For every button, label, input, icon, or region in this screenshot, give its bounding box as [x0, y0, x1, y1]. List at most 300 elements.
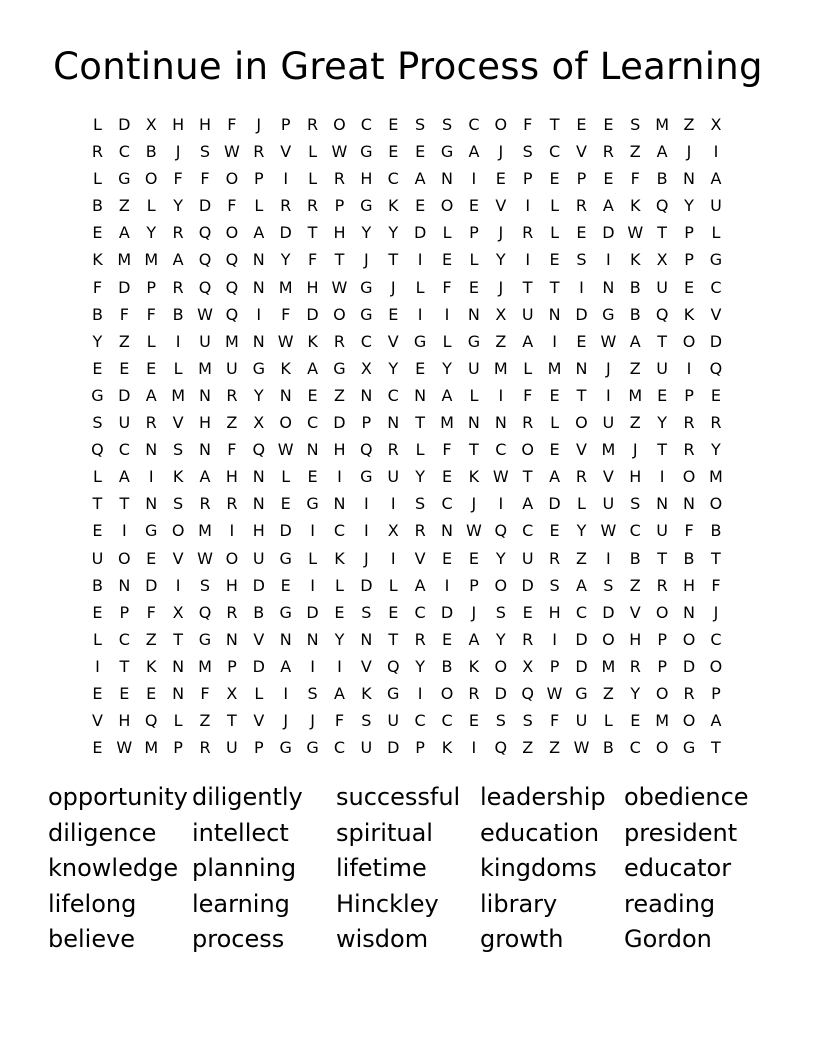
grid-letter[interactable]: E [92, 602, 103, 622]
grid-letter[interactable]: H [198, 413, 212, 433]
grid-letter[interactable]: C [629, 738, 641, 758]
grid-letter[interactable]: Y [630, 683, 641, 703]
grid-letter[interactable]: S [307, 683, 318, 703]
grid-letter[interactable]: E [280, 575, 291, 595]
grid-letter[interactable]: W [573, 738, 590, 758]
grid-letter[interactable]: G [575, 683, 588, 703]
grid-letter[interactable]: D [360, 575, 373, 595]
grid-letter[interactable]: L [550, 196, 560, 216]
grid-letter[interactable]: N [199, 385, 211, 405]
grid-letter[interactable]: E [468, 196, 479, 216]
grid-letter[interactable]: T [657, 440, 668, 460]
grid-letter[interactable]: A [522, 331, 534, 351]
grid-letter[interactable]: W [277, 440, 294, 460]
grid-letter[interactable]: I [417, 683, 423, 703]
grid-letter[interactable]: R [333, 169, 346, 189]
grid-letter[interactable]: W [197, 304, 213, 324]
grid-letter[interactable]: R [172, 277, 184, 297]
grid-letter[interactable]: P [469, 223, 479, 243]
grid-letter[interactable]: J [175, 142, 181, 162]
grid-letter[interactable]: V [280, 142, 292, 162]
grid-letter[interactable]: C [306, 413, 319, 433]
grid-letter[interactable]: D [333, 413, 346, 433]
grid-letter[interactable]: O [709, 494, 723, 514]
grid-letter[interactable]: E [576, 223, 587, 243]
grid-letter[interactable]: M [628, 385, 643, 405]
grid-letter[interactable]: F [146, 602, 156, 622]
grid-letter[interactable]: F [281, 304, 291, 324]
grid-letter[interactable]: Y [442, 358, 452, 378]
grid-letter[interactable]: S [522, 711, 533, 731]
grid-letter[interactable]: G [440, 142, 454, 162]
grid-letter[interactable]: G [279, 738, 292, 758]
grid-letter[interactable]: R [172, 223, 184, 243]
grid-letter[interactable]: D [145, 575, 158, 595]
grid-letter[interactable]: E [388, 304, 399, 324]
grid-letter[interactable]: Z [118, 331, 130, 351]
grid-letter[interactable]: N [467, 304, 480, 324]
grid-letter[interactable]: Q [198, 223, 212, 243]
grid-letter[interactable]: X [253, 413, 265, 433]
grid-letter[interactable]: L [92, 115, 102, 134]
grid-letter[interactable]: A [118, 467, 130, 487]
grid-letter[interactable]: L [254, 683, 264, 703]
grid-letter[interactable]: T [227, 711, 237, 731]
grid-letter[interactable]: W [546, 683, 563, 703]
grid-letter[interactable]: O [279, 413, 292, 433]
grid-letter[interactable]: I [659, 467, 665, 487]
grid-letter[interactable]: B [145, 142, 157, 162]
grid-letter[interactable]: T [388, 629, 399, 649]
grid-letter[interactable]: R [683, 683, 695, 703]
grid-letter[interactable]: F [200, 169, 210, 189]
grid-letter[interactable]: O [225, 223, 239, 243]
grid-letter[interactable]: M [144, 738, 159, 758]
grid-letter[interactable]: R [575, 467, 588, 487]
grid-letter[interactable]: G [360, 467, 373, 487]
grid-letter[interactable]: W [600, 331, 617, 351]
grid-letter[interactable]: C [629, 521, 641, 541]
grid-letter[interactable]: E [549, 521, 560, 541]
grid-letter[interactable]: H [198, 115, 212, 134]
grid-letter[interactable]: E [415, 358, 426, 378]
grid-letter[interactable]: P [549, 656, 560, 676]
grid-letter[interactable]: W [492, 467, 509, 487]
grid-letter[interactable]: S [199, 142, 211, 162]
grid-letter[interactable]: F [523, 385, 533, 405]
grid-letter[interactable]: A [710, 169, 722, 189]
grid-letter[interactable]: S [173, 440, 184, 460]
grid-letter[interactable]: I [95, 656, 100, 676]
grid-letter[interactable]: V [710, 304, 722, 324]
grid-letter[interactable]: I [363, 494, 369, 514]
grid-letter[interactable]: C [441, 494, 453, 514]
grid-letter[interactable]: U [360, 738, 373, 758]
grid-letter[interactable]: N [252, 277, 265, 297]
grid-letter[interactable]: G [279, 548, 292, 568]
grid-letter[interactable]: I [686, 358, 692, 378]
grid-letter[interactable]: R [522, 413, 534, 433]
grid-letter[interactable]: D [494, 683, 507, 703]
grid-letter[interactable]: F [307, 250, 318, 270]
grid-letter[interactable]: W [223, 142, 240, 162]
grid-letter[interactable]: E [146, 548, 157, 568]
grid-letter[interactable]: G [709, 250, 723, 270]
grid-letter[interactable]: P [173, 738, 183, 758]
grid-letter[interactable]: E [388, 602, 399, 622]
grid-letter[interactable]: P [684, 223, 694, 243]
grid-letter[interactable]: L [442, 331, 452, 351]
grid-letter[interactable]: Y [253, 385, 264, 405]
grid-letter[interactable]: I [606, 548, 611, 568]
grid-letter[interactable]: N [683, 494, 696, 514]
grid-letter[interactable]: L [173, 711, 183, 731]
grid-letter[interactable]: S [199, 575, 211, 595]
grid-letter[interactable]: E [710, 385, 721, 405]
grid-letter[interactable]: R [307, 115, 319, 134]
grid-letter[interactable]: P [684, 385, 694, 405]
grid-letter[interactable]: O [682, 711, 696, 731]
grid-letter[interactable]: B [656, 169, 668, 189]
grid-letter[interactable]: N [145, 440, 158, 460]
grid-letter[interactable]: N [387, 413, 400, 433]
grid-letter[interactable]: N [252, 250, 265, 270]
grid-letter[interactable]: X [226, 683, 238, 703]
grid-letter[interactable]: D [118, 385, 131, 405]
grid-letter[interactable]: C [360, 115, 372, 134]
grid-letter[interactable]: A [656, 142, 668, 162]
grid-letter[interactable]: D [279, 223, 292, 243]
grid-letter[interactable]: R [683, 413, 695, 433]
grid-letter[interactable]: R [683, 440, 695, 460]
grid-letter[interactable]: Z [629, 358, 641, 378]
grid-letter[interactable]: Y [576, 521, 587, 541]
grid-letter[interactable]: L [146, 196, 156, 216]
grid-letter[interactable]: Q [494, 521, 508, 541]
grid-letter[interactable]: U [521, 548, 534, 568]
grid-letter[interactable]: J [390, 277, 396, 297]
grid-letter[interactable]: L [254, 196, 264, 216]
grid-letter[interactable]: L [415, 277, 425, 297]
grid-letter[interactable]: D [118, 277, 131, 297]
grid-letter[interactable]: G [682, 738, 696, 758]
grid-letter[interactable]: J [471, 494, 477, 514]
grid-letter[interactable]: N [252, 467, 265, 487]
grid-letter[interactable]: A [576, 575, 587, 595]
grid-letter[interactable]: G [306, 494, 319, 514]
grid-letter[interactable]: Q [655, 304, 669, 324]
grid-letter[interactable]: P [415, 738, 425, 758]
grid-letter[interactable]: P [334, 196, 345, 216]
grid-letter[interactable]: E [603, 169, 614, 189]
grid-letter[interactable]: J [686, 142, 692, 162]
grid-letter[interactable]: J [498, 142, 504, 162]
grid-letter[interactable]: M [117, 250, 132, 270]
grid-letter[interactable]: E [441, 250, 453, 270]
grid-letter[interactable]: T [92, 494, 103, 514]
grid-letter[interactable]: R [91, 142, 103, 162]
grid-letter[interactable]: T [549, 277, 560, 297]
grid-letter[interactable]: N [279, 629, 292, 649]
grid-letter[interactable]: P [469, 575, 479, 595]
grid-letter[interactable]: O [655, 602, 669, 622]
grid-letter[interactable]: D [575, 629, 588, 649]
grid-letter[interactable]: T [576, 385, 587, 405]
grid-letter[interactable]: G [467, 331, 481, 351]
grid-letter[interactable]: P [280, 115, 291, 134]
grid-letter[interactable]: J [471, 602, 477, 622]
grid-letter[interactable]: T [119, 494, 130, 514]
grid-letter[interactable]: P [253, 738, 264, 758]
grid-letter[interactable]: G [279, 602, 292, 622]
grid-letter[interactable]: U [91, 548, 104, 568]
grid-letter[interactable]: R [307, 196, 319, 216]
grid-letter[interactable]: Y [280, 250, 291, 270]
grid-letter[interactable]: R [414, 521, 426, 541]
grid-letter[interactable]: K [630, 250, 641, 270]
grid-letter[interactable]: E [441, 629, 453, 649]
grid-letter[interactable]: G [333, 358, 346, 378]
grid-letter[interactable]: C [414, 711, 426, 731]
grid-letter[interactable]: C [468, 115, 480, 134]
grid-letter[interactable]: K [630, 196, 641, 216]
grid-letter[interactable]: H [333, 223, 346, 243]
grid-letter[interactable]: E [549, 169, 560, 189]
grid-letter[interactable]: T [657, 548, 668, 568]
grid-letter[interactable]: E [495, 169, 506, 189]
grid-letter[interactable]: B [683, 548, 695, 568]
grid-letter[interactable]: R [199, 494, 211, 514]
grid-letter[interactable]: L [335, 575, 344, 595]
grid-letter[interactable]: Y [495, 548, 506, 568]
grid-letter[interactable]: N [441, 521, 453, 541]
grid-letter[interactable]: W [627, 223, 644, 243]
grid-letter[interactable]: A [280, 656, 292, 676]
grid-letter[interactable]: N [172, 656, 185, 676]
grid-letter[interactable]: N [467, 413, 480, 433]
grid-letter[interactable]: R [145, 413, 157, 433]
grid-letter[interactable]: E [307, 467, 318, 487]
grid-letter[interactable]: L [523, 358, 533, 378]
grid-letter[interactable]: Y [388, 358, 399, 378]
grid-letter[interactable]: X [710, 115, 722, 134]
grid-letter[interactable]: O [494, 656, 508, 676]
grid-letter[interactable]: E [576, 115, 587, 134]
grid-letter[interactable]: A [468, 629, 480, 649]
grid-letter[interactable]: B [629, 277, 641, 297]
grid-letter[interactable]: R [575, 196, 588, 216]
grid-letter[interactable]: U [602, 494, 615, 514]
grid-letter[interactable]: G [306, 738, 319, 758]
grid-letter[interactable]: T [307, 223, 318, 243]
grid-letter[interactable]: X [360, 358, 372, 378]
grid-letter[interactable]: O [709, 656, 723, 676]
grid-letter[interactable]: R [522, 629, 534, 649]
grid-letter[interactable]: O [682, 467, 696, 487]
grid-letter[interactable]: S [415, 115, 426, 134]
grid-letter[interactable]: G [387, 683, 400, 703]
grid-letter[interactable]: I [417, 250, 423, 270]
grid-letter[interactable]: C [710, 629, 722, 649]
grid-letter[interactable]: J [713, 602, 719, 622]
grid-letter[interactable]: U [118, 413, 131, 433]
grid-letter[interactable]: O [333, 304, 346, 324]
grid-letter[interactable]: I [148, 467, 154, 487]
grid-letter[interactable]: R [199, 738, 211, 758]
grid-letter[interactable]: L [550, 223, 560, 243]
grid-letter[interactable]: E [146, 683, 157, 703]
grid-letter[interactable]: T [522, 277, 533, 297]
grid-letter[interactable]: E [92, 223, 103, 243]
grid-letter[interactable]: M [198, 656, 212, 676]
grid-letter[interactable]: L [146, 331, 156, 351]
grid-letter[interactable]: I [713, 142, 719, 162]
grid-letter[interactable]: S [361, 711, 372, 731]
grid-letter[interactable]: Y [92, 331, 103, 351]
grid-letter[interactable]: M [144, 250, 159, 270]
grid-letter[interactable]: O [225, 169, 239, 189]
grid-letter[interactable]: E [146, 358, 157, 378]
grid-letter[interactable]: T [549, 115, 560, 134]
grid-letter[interactable]: K [683, 304, 695, 324]
grid-letter[interactable]: H [225, 467, 238, 487]
grid-letter[interactable]: H [172, 115, 185, 134]
grid-letter[interactable]: L [308, 142, 318, 162]
grid-letter[interactable]: Z [522, 738, 534, 758]
grid-letter[interactable]: Q [198, 602, 212, 622]
grid-letter[interactable]: L [92, 467, 102, 487]
grid-letter[interactable]: Y [388, 223, 399, 243]
grid-letter[interactable]: Q [225, 277, 239, 297]
grid-letter[interactable]: C [118, 142, 130, 162]
grid-letter[interactable]: E [92, 683, 103, 703]
grid-letter[interactable]: I [606, 385, 611, 405]
grid-letter[interactable]: V [576, 440, 587, 460]
grid-letter[interactable]: K [387, 196, 399, 216]
grid-letter[interactable]: C [575, 602, 588, 622]
grid-letter[interactable]: Q [198, 277, 212, 297]
grid-letter[interactable]: R [333, 331, 346, 351]
grid-letter[interactable]: T [469, 440, 479, 460]
grid-letter[interactable]: D [413, 223, 427, 243]
grid-letter[interactable]: Z [683, 115, 695, 134]
grid-letter[interactable]: V [172, 413, 184, 433]
grid-letter[interactable]: U [468, 358, 480, 378]
grid-letter[interactable]: P [361, 413, 372, 433]
grid-letter[interactable]: U [226, 358, 238, 378]
grid-letter[interactable]: M [171, 385, 186, 405]
grid-letter[interactable]: R [549, 548, 561, 568]
grid-letter[interactable]: I [552, 629, 557, 649]
grid-letter[interactable]: B [441, 656, 453, 676]
grid-letter[interactable]: Z [145, 629, 157, 649]
grid-letter[interactable]: C [118, 440, 130, 460]
grid-letter[interactable]: Y [711, 440, 721, 460]
grid-letter[interactable]: I [283, 169, 289, 189]
grid-letter[interactable]: J [606, 358, 611, 378]
grid-letter[interactable]: I [498, 385, 504, 405]
grid-letter[interactable]: M [440, 413, 454, 433]
grid-letter[interactable]: D [602, 223, 615, 243]
grid-letter[interactable]: Z [575, 548, 587, 568]
grid-letter[interactable]: G [91, 385, 104, 405]
grid-letter[interactable]: F [549, 711, 560, 731]
grid-letter[interactable]: S [415, 494, 426, 514]
grid-letter[interactable]: O [440, 683, 454, 703]
grid-letter[interactable]: I [310, 521, 315, 541]
grid-letter[interactable]: P [119, 602, 130, 622]
grid-letter[interactable]: G [360, 196, 373, 216]
grid-letter[interactable]: N [656, 494, 669, 514]
grid-letter[interactable]: B [91, 575, 103, 595]
grid-letter[interactable]: Z [629, 142, 641, 162]
grid-letter[interactable]: H [360, 169, 373, 189]
grid-letter[interactable]: E [280, 494, 291, 514]
grid-letter[interactable]: E [307, 385, 318, 405]
grid-letter[interactable]: S [522, 142, 533, 162]
grid-letter[interactable]: D [306, 304, 319, 324]
grid-letter[interactable]: P [684, 250, 694, 270]
grid-letter[interactable]: I [471, 169, 477, 189]
grid-letter[interactable]: A [414, 575, 426, 595]
grid-letter[interactable]: F [173, 169, 183, 189]
grid-letter[interactable]: A [145, 385, 157, 405]
grid-letter[interactable]: C [549, 142, 561, 162]
grid-letter[interactable]: Q [709, 358, 723, 378]
grid-letter[interactable]: E [522, 602, 533, 622]
grid-letter[interactable]: G [360, 304, 373, 324]
grid-letter[interactable]: R [226, 494, 238, 514]
grid-letter[interactable]: U [656, 358, 668, 378]
grid-letter[interactable]: S [603, 575, 614, 595]
grid-letter[interactable]: V [172, 548, 184, 568]
grid-letter[interactable]: O [682, 331, 696, 351]
grid-letter[interactable]: N [118, 575, 131, 595]
grid-letter[interactable]: P [576, 169, 587, 189]
grid-letter[interactable]: E [549, 440, 560, 460]
grid-letter[interactable]: M [655, 711, 670, 731]
grid-letter[interactable]: R [710, 413, 722, 433]
grid-letter[interactable]: X [495, 304, 507, 324]
grid-letter[interactable]: W [331, 277, 348, 297]
grid-letter[interactable]: N [252, 331, 265, 351]
grid-letter[interactable]: H [252, 521, 265, 541]
grid-letter[interactable]: D [682, 656, 696, 676]
grid-letter[interactable]: S [630, 115, 641, 134]
grid-letter[interactable]: O [333, 115, 346, 134]
grid-letter[interactable]: N [414, 385, 427, 405]
grid-letter[interactable]: F [119, 304, 129, 324]
grid-letter[interactable]: C [387, 385, 399, 405]
grid-letter[interactable]: D [198, 196, 212, 216]
grid-letter[interactable]: D [118, 115, 131, 134]
grid-letter[interactable]: W [277, 331, 294, 351]
grid-letter[interactable]: S [173, 494, 184, 514]
grid-letter[interactable]: I [498, 494, 504, 514]
grid-letter[interactable]: N [199, 440, 211, 460]
grid-letter[interactable]: A [118, 223, 130, 243]
grid-letter[interactable]: T [657, 223, 668, 243]
grid-letter[interactable]: N [360, 629, 373, 649]
grid-letter[interactable]: K [468, 467, 480, 487]
grid-letter[interactable]: U [575, 711, 588, 731]
grid-letter[interactable]: R [629, 656, 641, 676]
grid-letter[interactable]: W [197, 548, 213, 568]
grid-letter[interactable]: M [547, 358, 562, 378]
grid-letter[interactable]: I [283, 683, 289, 703]
grid-letter[interactable]: N [279, 385, 292, 405]
grid-letter[interactable]: X [145, 115, 157, 134]
